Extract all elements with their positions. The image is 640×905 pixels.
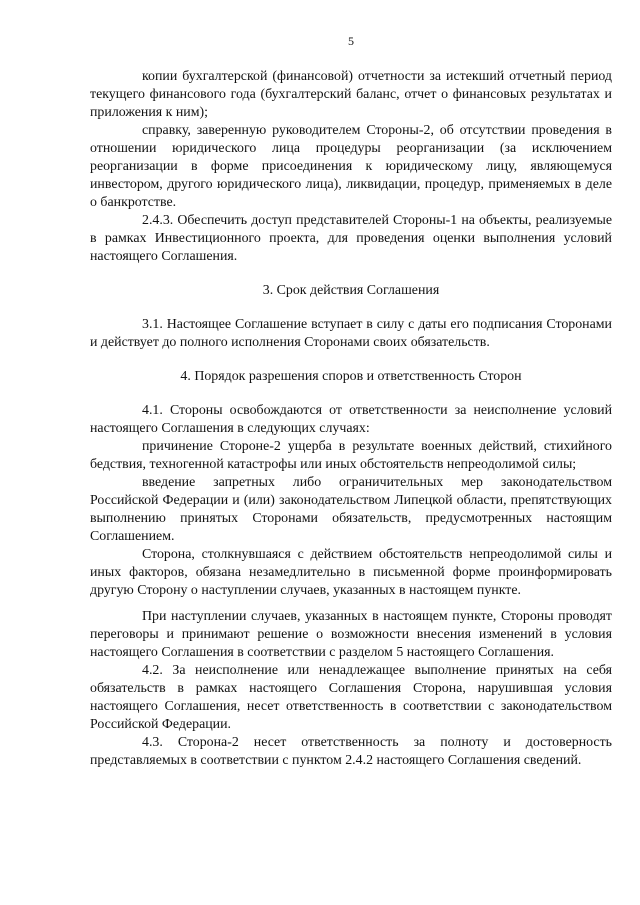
paragraph-3-1: 3.1. Настоящее Соглашение вступает в силу с даты его подписания Сторонами и действует до полного исполнения Сторонами своих обязательств. [90, 317, 612, 350]
section-3-heading: 3. Срок действия Соглашения [262, 283, 440, 298]
paragraph-certificate: справку, заверенную руководителем Стороны-2, об отсутствии проведения в отношении юридического лица процедуры реорганизации (за исключением реорганизации в форме присоединения к юридическому лицу, являющемуся инвестором, другого юридического лица), ликвидации, процедур, применяемых в деле о банкротстве. [90, 123, 612, 210]
paragraph-4-2: 4.2. За неисполнение или ненадлежащее выполнение принятых на себя обязательств в рамках настоящего Соглашения Сторона, нарушившая условия настоящего Соглашения, несет ответственность в соответствии с законодательством Российской Федерации. [90, 663, 612, 732]
paragraph-4-1: 4.1. Стороны освобождаются от ответственности за неисполнение условий настоящего Соглашения в следующих случаях: [90, 403, 612, 436]
paragraph-4-3: 4.3. Сторона-2 несет ответственность за полноту и достоверность представляемых в соответствии с пунктом 2.4.2 настоящего Соглашения сведений. [90, 735, 612, 768]
page-number: 5 [348, 34, 354, 48]
paragraph-reporting-copies: копии бухгалтерской (финансовой) отчетности за истекший отчетный период текущего финансового года (бухгалтерский баланс, отчет о финансовых результатах и приложения к ним); [90, 69, 612, 120]
paragraph-4-1-damage: причинение Стороне-2 ущерба в результате военных действий, стихийного бедствия, техногенной катастрофы или иных обстоятельств непреодолимой силы; [90, 439, 612, 472]
section-4-heading: 4. Порядок разрешения споров и ответственность Сторон [180, 369, 522, 384]
paragraph-4-1-negotiations: При наступлении случаев, указанных в настоящем пункте, Стороны проводят переговоры и принимают решение о возможности внесения изменений в условия настоящего Соглашения в соответствии с разделом 5 настоящего Соглашения. [90, 609, 612, 660]
paragraph-4-1-force-majeure: Сторона, столкнувшаяся с действием обстоятельств непреодолимой силы и иных факторов, обязана незамедлительно в письменной форме проинформировать другую Сторону о наступлении случаев, указанных в настоящем пункте. [90, 547, 612, 598]
paragraph-4-1-restrictions: введение запретных либо ограничительных мер законодательством Российской Федерации и (или) законодательством Липецкой области, препятствующих выполнению принятых Сторонами обязательств, предусмотренных настоящим Соглашением. [90, 475, 612, 544]
paragraph-2-4-3: 2.4.3. Обеспечить доступ представителей Стороны-1 на объекты, реализуемые в рамках Инвестиционного проекта, для проведения оценки выполнения условий настоящего Соглашения. [90, 213, 612, 264]
